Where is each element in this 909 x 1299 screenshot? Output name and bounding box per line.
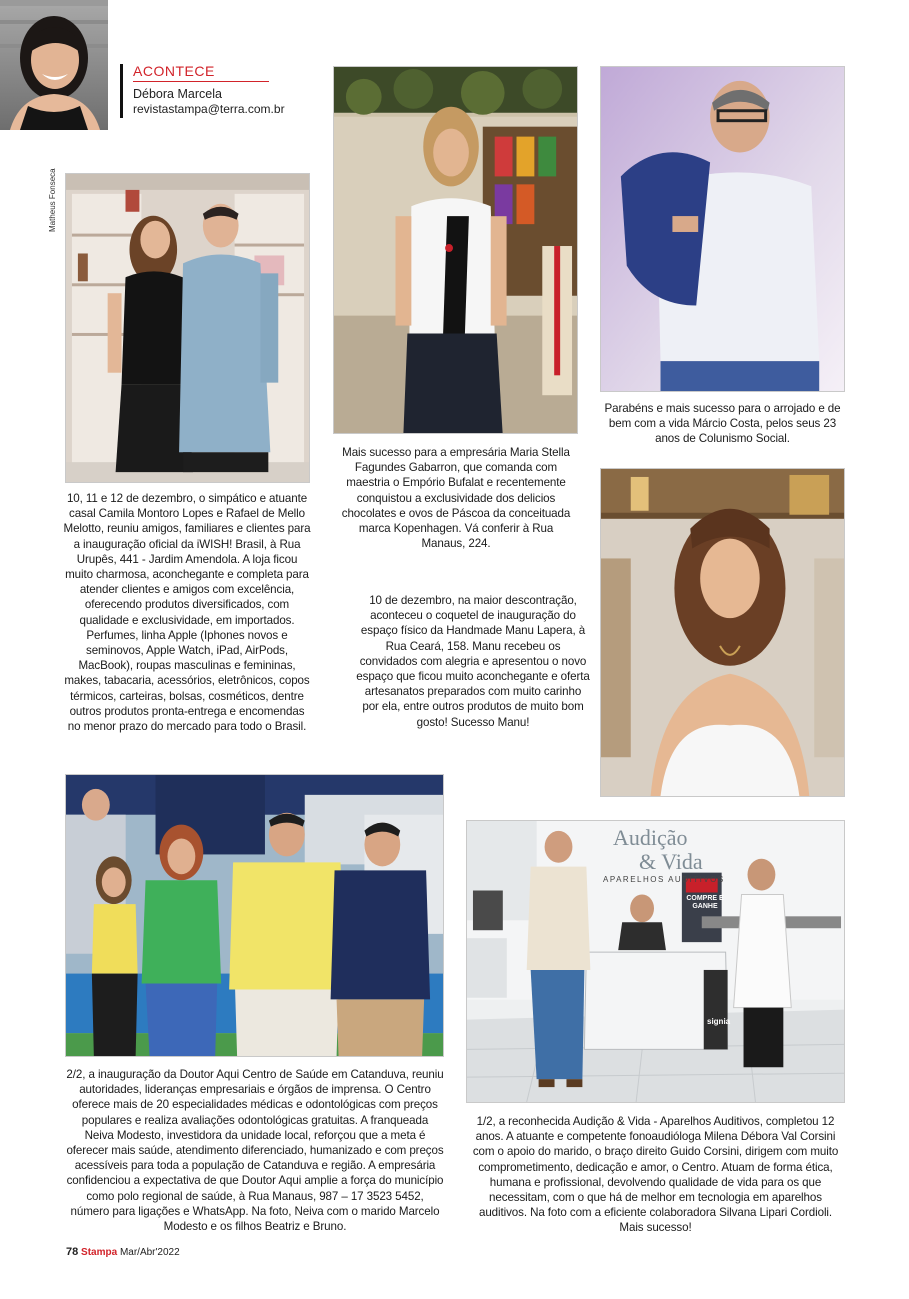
photo-maria-stella — [333, 66, 578, 434]
store-logo-subtitle: APARELHOS AUDITIVOS — [603, 875, 725, 884]
store-logo-line1: Audição — [613, 825, 688, 850]
caption-doutor-aqui: 2/2, a inauguração da Doutor Aqui Centro de Saúde em Catanduva, reuniu autoridades, lideranças empresariais e órgãos de imprensa. O Centro oferece mais de 20 especialidades médicas e odontológicas com preços populares e realiza avaliações odontológicas gratuitas. A franqueada Neiva Modesto, investidora da unidade local, reforçou que a meta é oferecer mais saúde, atendimento diferenciado, humanizado e com preços acessíveis para toda a população de Catanduva e região. A empresária confidenciou a expectativa de que Doutor Aqui amplie a força do município como polo regional de saúde, à Rua Manaus, 987 – 17 3523 5452, número para ligações e WhatsApp. Na foto, Neiva com o marido Marcelo Modesto e os filhos Beatriz e Bruno. — [66, 1068, 444, 1234]
page-number: 78 — [66, 1246, 79, 1258]
caption-maria-stella: Mais sucesso para a empresária Maria Stella Fagundes Gabarron, que comanda com maestria o Empório Bufalat e recentemente conquistou a exclusividade dos delicios chocolates e ovos de Páscoa da conceituada marca Kopenhagen. Vá conferir à Rua Manaus, 224. — [341, 446, 571, 551]
issue-date: Mar/Abr'2022 — [119, 1247, 180, 1258]
counter-logo: signia — [707, 1017, 731, 1026]
caption-audicao-vida: 1/2, a reconhecida Audição & Vida - Aparelhos Auditivos, completou 12 anos. A atuante e competente fonoaudióloga Milena Débora Val Corsini com o apoio do marido, o braço direito Guido Corsini, dirigem com muito comprometimento, dedicação e amor, o Centro. Atuam de forma ética, humana e profissional, devolvendo qualidade de vida para os que necessitam, com o que há de melhor em tecnologia em aparelhos auditivos. Na foto com a eficiente colaboradora Silvana Lipari Cordioli. Mais sucesso! — [472, 1115, 839, 1235]
promo-banner-text: COMPRE E GANHE — [686, 895, 724, 910]
author-name: Débora Marcela — [133, 87, 222, 101]
photo-manu-lapera — [600, 468, 845, 797]
section-title: ACONTECE — [133, 63, 215, 79]
header-accent-bar — [120, 64, 123, 118]
caption-iwish: 10, 11 e 12 de dezembro, o simpático e atuante casal Camila Montoro Lopes e Rafael de Mello Melotto, reuniu amigos, familiares e clientes para a inauguração oficial da iWISH! Brasil, à Rua Urupês, 441 - Jardim Amendola. A loja ficou muito charmosa, aconchegante e completa para atender clientes e amigos com excelência, oferecendo produtos diversificados, com qualidade e exclusividade, em importados. Perfumes, linha Apple (Iphones novos e seminovos, Apple Watch, iPad, AirPods, MacBook), roupas masculinas e femininas, makes, tabacaria, acessórios, eletrônicos, copos térmicos, carteiras, bolsas, cosméticos, dentre outros produtos pronta-entrega e encomendas no menor prazo do mercado para todo o Brasil. — [63, 492, 311, 734]
page-footer — [66, 1246, 180, 1258]
author-email[interactable]: revistastampa@terra.com.br — [133, 102, 285, 116]
photo-marcio-costa — [600, 66, 845, 392]
photo-doutor-aqui — [65, 774, 444, 1057]
columnist-avatar — [0, 0, 108, 130]
store-logo-line2: & Vida — [639, 849, 703, 874]
photo-audicao-vida — [466, 820, 845, 1103]
photo-credit: Matheus Fonseca — [48, 168, 57, 232]
magazine-brand: Stampa — [81, 1247, 118, 1258]
photo-iwish-couple — [65, 173, 310, 483]
caption-marcio: Parabéns e mais sucesso para o arrojado e de bem com a vida Márcio Costa, pelos seus 23 anos de Colunismo Social. — [604, 402, 841, 446]
section-rule — [133, 81, 269, 82]
caption-manu: 10 de dezembro, na maior descontração, aconteceu o coquetel de inauguração do espaço físico da Handmade Manu Lapera, à Rua Ceará, 158. Manu recebeu os convidados com alegria e apresentou o novo espaço que ficou muito aconchegante e oferta artesanatos preparados com muito carinho por ela, entre outros produtos de muito bom gosto! Sucesso Manu! — [356, 594, 590, 729]
